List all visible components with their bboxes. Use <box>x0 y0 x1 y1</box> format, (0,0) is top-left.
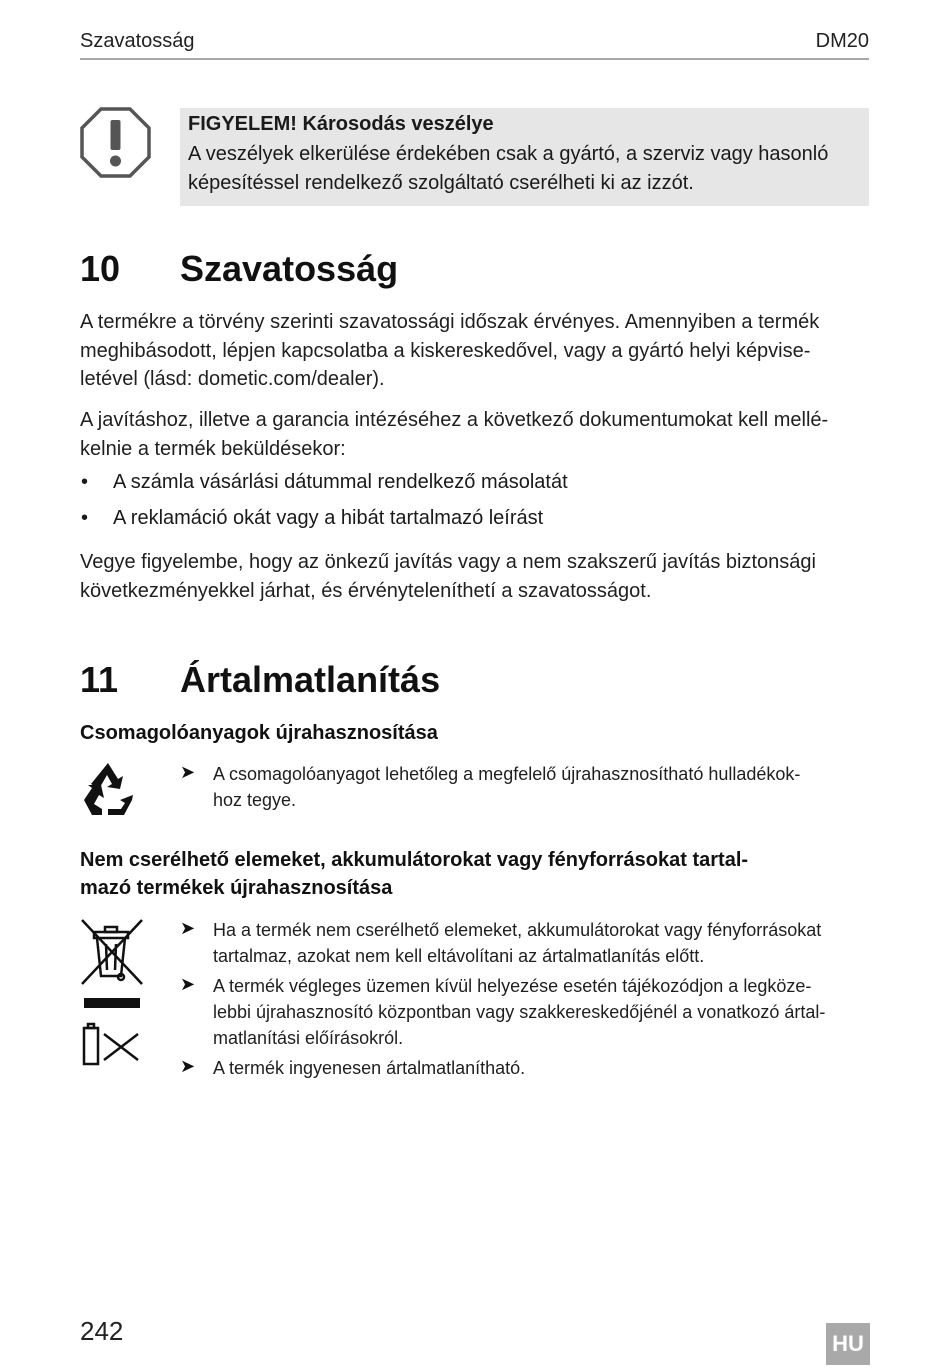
page-number: 242 <box>80 1316 124 1346</box>
header-section-title: Szavatosság <box>80 30 195 52</box>
arrow-bullet: ➤ <box>180 974 196 994</box>
warning-text: A veszélyek elkerülése érdekében csak a gyártó, a szerviz vagy hasonló képesítéssel rendelkező szolgáltató cserélheti ki az izzót. <box>188 143 829 194</box>
arrow-bullet: ➤ <box>180 1056 196 1076</box>
recycle-icon <box>80 760 136 816</box>
section-11-title: Ártalmatlanítás <box>180 659 441 700</box>
battery-step-2: A termék végleges üzemen kívül helyezése esetén tájékozódjon a legköze- lebbi újrahasznosító központban vagy szakkereskedőjénél a vonatkozó ártal- matlanítási előírásokról. <box>213 976 826 1048</box>
header-model: DM20 <box>815 30 869 52</box>
bullet-item-2: A reklamáció okát vagy a hibát tartalmazó leírást <box>113 507 544 529</box>
section-10-paragraph-1: A termékre a törvény szerinti szavatossági időszak érvényes. Amennyiben a termék meghibásodott, lépjen kapcsolatba a kiskereskedővel, vagy a gyártó helyi képvise- letével (lásd: dometic.com/dealer). <box>80 311 820 390</box>
header-rule <box>80 58 869 60</box>
subsection-batteries-title: Nem cserélhető elemeket, akkumulátorokat vagy fényforrásokat tartal- mazó termékek újrahasznosítása <box>80 849 749 899</box>
section-11-number: 11 <box>80 659 119 700</box>
warning-octagon-icon <box>80 107 151 178</box>
section-10-paragraph-3: Vegye figyelembe, hogy az önkezű javítás vagy a nem szakszerű javítás biztonsági következményekkel járhat, és érvényteleníthetí a szavatosságot. <box>80 551 816 602</box>
arrow-bullet: ➤ <box>180 918 196 938</box>
bullet-symbol: • <box>81 507 89 529</box>
battery-step-1: Ha a termék nem cserélhető elemeket, akkumulátorokat vagy fényforrásokat tartalmaz, azokat nem kell eltávolítani az ártalmatlanítás előtt. <box>213 920 822 966</box>
bullet-item-1: A számla vásárlási dátummal rendelkező másolatát <box>113 471 568 493</box>
section-10-paragraph-2: A javításhoz, illetve a garancia intézéséhez a következő dokumentumokat kell mellé- kelnie a termék beküldésekor: <box>80 409 829 460</box>
crossed-bin-icon <box>80 918 144 1010</box>
section-10-number: 10 <box>80 248 121 289</box>
arrow-bullet: ➤ <box>180 762 196 782</box>
crossed-battery-icon <box>80 1022 140 1066</box>
battery-step-3: A termék ingyenesen ártalmatlanítható. <box>213 1058 526 1078</box>
bullet-symbol: • <box>81 471 89 493</box>
subsection-packaging-title: Csomagolóanyagok újrahasznosítása <box>80 722 438 744</box>
language-badge: HU <box>826 1323 870 1365</box>
section-10-title: Szavatosság <box>180 248 399 289</box>
packaging-step-1: A csomagolóanyagot lehetőleg a megfelelő újrahasznosítható hulladékok- hoz tegye. <box>213 764 801 810</box>
warning-title: FIGYELEM! Károsodás veszélye <box>188 113 494 135</box>
